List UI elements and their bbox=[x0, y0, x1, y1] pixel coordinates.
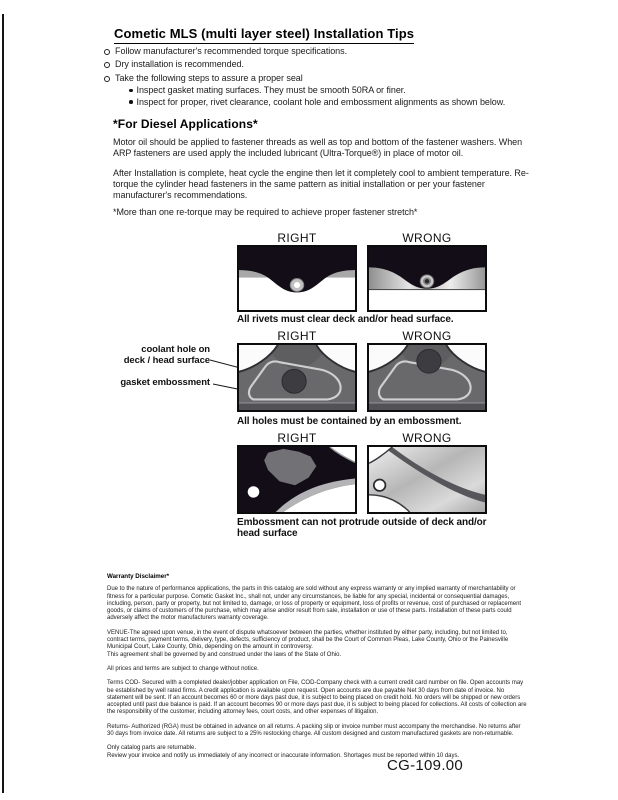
diagram-deck-wrong bbox=[367, 445, 487, 514]
legal-paragraph: Terms COD- Secured with a completed dealer/jobber application on File, COD-Company check with a current credit card number on file. Open accounts may be established by well rated firms. A credit application is available upon request. Open accounts are due payable Net 30 days from date of invoice. No statement will be sent. If an account becomes 60 or more days past due, it is subject to being placed on credit hold. No orders will be shipped or new orders accepted until past due balance is paid. If an account becomes 90 or more days past due, it is subject to being placed for collections. All costs of collection are the responsibility of the customer, including attorney fees, court costs, and other expenses of litigation. bbox=[107, 680, 527, 716]
diesel-paragraph-2: After Installation is complete, heat cycle the engine then let it completely cool to ambient temperature. Re-torque the cylinder head fasteners in the same pattern as initial installation or per your fastener manufacturer's recommendations. bbox=[113, 168, 529, 200]
dot-bullet-icon bbox=[129, 100, 133, 104]
page-title-text: Cometic MLS (multi layer steel) Installation Tips bbox=[114, 26, 414, 44]
row1-wrong-label: WRONG bbox=[402, 231, 452, 245]
embossment-wrong-drawing bbox=[369, 345, 485, 410]
sub-list-item-text: Inspect gasket mating surfaces. They must be smooth 50RA or finer. bbox=[136, 85, 406, 96]
row3-right-label: RIGHT bbox=[277, 431, 317, 445]
rivet-right-drawing bbox=[239, 247, 355, 310]
warranty-disclaimer-section bbox=[107, 573, 528, 760]
sub-list-item bbox=[129, 97, 574, 108]
coolant-hole-annotation bbox=[88, 345, 210, 366]
page-code: CG-109.00 bbox=[387, 757, 464, 774]
sub-list-item bbox=[129, 85, 574, 96]
page-title bbox=[114, 26, 414, 44]
circle-bullet-icon bbox=[104, 76, 110, 82]
sub-list-item-text: Inspect for proper, rivet clearance, coolant hole and embossment alignments as shown below. bbox=[136, 96, 506, 107]
embossment-right-drawing bbox=[239, 345, 355, 410]
dot-bullet-icon bbox=[129, 89, 133, 93]
row1-right-label: RIGHT bbox=[277, 231, 317, 245]
annotation-line: coolant hole on bbox=[141, 344, 210, 355]
row3-wrong-label: WRONG bbox=[402, 431, 452, 445]
legal-paragraph: Review your invoice and notify us immediately of any incorrect or inaccurate information. Shortages must be reported within 10 days. bbox=[107, 752, 460, 759]
circle-bullet-icon bbox=[104, 62, 110, 68]
annotation-line: deck / head surface bbox=[123, 354, 210, 366]
gasket-embossment-annotation bbox=[88, 378, 210, 389]
legal-paragraph: All prices and terms are subject to change without notice. bbox=[107, 665, 259, 672]
diagram-deck-right bbox=[237, 445, 357, 514]
list-item-text: Take the following steps to assure a proper seal bbox=[115, 72, 303, 83]
legal-paragraph: Only catalog parts are returnable. bbox=[107, 745, 197, 752]
diagram-rivet-wrong bbox=[367, 245, 487, 312]
list-item bbox=[104, 58, 574, 71]
deck-right-drawing bbox=[239, 447, 355, 512]
list-item bbox=[104, 72, 574, 85]
row1-caption: All rivets must clear deck and/or head surface. bbox=[237, 314, 454, 325]
warranty-heading: Warranty Disclaimer* bbox=[107, 573, 170, 580]
list-item-text: Follow manufacturer's recommended torque specifications. bbox=[115, 46, 348, 56]
list-item bbox=[104, 45, 574, 58]
tips-list bbox=[104, 45, 574, 108]
diagram-embossment-right bbox=[237, 343, 357, 412]
legal-paragraph: Returns- Authorized (RGA) must be obtained in advance on all returns. A packing slip or invoice number must accompany the merchandise. No returns after 30 days from invoice date. All returns are subject to a 25% restocking charge. All custom designed and custom manufactured gaskets are non-returnable. bbox=[107, 723, 521, 738]
row2-right-label: RIGHT bbox=[277, 329, 317, 343]
diagram-embossment-wrong bbox=[367, 343, 487, 412]
circle-bullet-icon bbox=[104, 49, 110, 55]
row2-caption: All holes must be contained by an embossment. bbox=[237, 416, 462, 427]
deck-wrong-drawing bbox=[369, 447, 485, 512]
diesel-paragraph-1: Motor oil should be applied to fastener threads as well as top and bottom of the fastener washers. When ARP fasteners are used apply the included lubricant (Ultra-Torque®) in place of motor oil. bbox=[113, 137, 523, 158]
diesel-heading: *For Diesel Applications* bbox=[113, 117, 258, 131]
row2-wrong-label: WRONG bbox=[402, 329, 452, 343]
legal-paragraph: This agreement shall be governed by and construed under the laws of the State of Ohio. bbox=[107, 651, 342, 658]
page-edge-line bbox=[2, 14, 4, 793]
list-item-text: Dry installation is recommended. bbox=[115, 59, 244, 70]
annotation-line: gasket embossment bbox=[120, 377, 210, 388]
retorque-note: *More than one re-torque may be required to achieve proper fastener stretch* bbox=[113, 207, 418, 217]
diagram-rivet-right bbox=[237, 245, 357, 312]
rivet-wrong-drawing bbox=[369, 247, 485, 310]
legal-paragraph: Due to the nature of performance applications, the parts in this catalog are sold without any express warranty or any implied warranty of merchantability or fitness for a particular purpose. Cometic Gasket Inc., shall not, under any circumstances, be liable for any special, incidental or consequential damages, including, person, party or property, but not limited to, damage, or loss of property or equipment, loss of profits or revenue, cost of purchased or replacement goods, or claims of customers of the purchase, which may arise and/or result from sale, installation or use of these parts. Installation of these parts could adversely affect the motor manufacturers warranty coverage. bbox=[107, 586, 522, 622]
legal-paragraph: VENUE-The agreed upon venue, in the event of dispute whatsoever between the parties, whether instituted by either party, including, but not limited to, contract terms, payment terms, delivery, type, defects, sufficiency of product, shall be the Court of Common Pleas, Lake County, Ohio or the Painesville Municipal Court, Lake County, Ohio, depending on the amount in controversy. bbox=[107, 629, 509, 651]
row3-caption: Embossment can not protrude outside of deck and/or head surface bbox=[237, 517, 487, 539]
diesel-section bbox=[113, 117, 543, 218]
